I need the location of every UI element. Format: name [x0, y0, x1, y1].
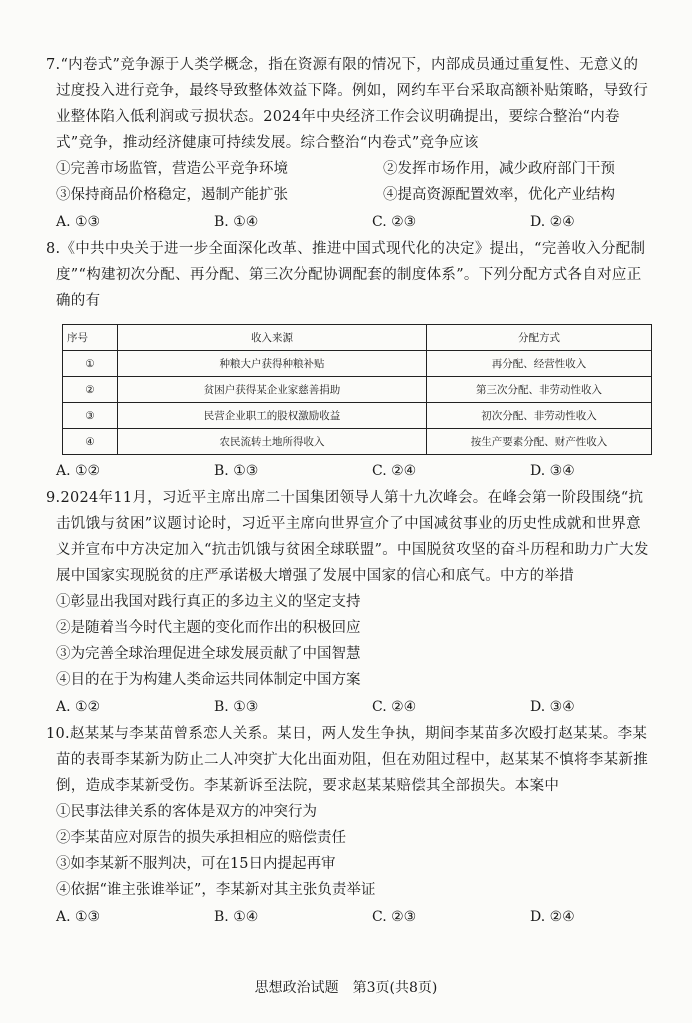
question-stem: 10.赵某某与李某苗曾系恋人关系。某日，两人发生争执，期间李某苗多次殴打赵某某。李某苗的表哥李某新为防止二人冲突扩大化出面劝阻，但在劝阻过程中，赵某某不慎将李某新推倒，造成李某新受伤。李某新诉至法院，要求赵某某赔偿其全部损失。本案中 [46, 726, 648, 794]
answer-choice: A. ①② [56, 699, 101, 715]
option-item: ④目的在于为构建人类命运共同体制定中国方案 [56, 672, 361, 688]
option-list [56, 589, 652, 693]
option-item: ①彰显出我国对践行真正的多边主义的坚定支持 [56, 594, 361, 610]
option-item: ③保持商品价格稳定，遏制产能扩张 [56, 187, 288, 203]
table-cell: ③ [63, 403, 118, 429]
answer-choice: B. ①④ [214, 214, 259, 230]
table-cell: 贫困户获得某企业家慈善捐助 [118, 377, 427, 403]
option-item: ②是随着当今时代主题的变化而作出的积极回应 [56, 620, 361, 636]
answer-choice: D. ③④ [530, 699, 575, 715]
answer-choice: B. ①③ [214, 463, 259, 479]
answer-choice: A. ①③ [56, 909, 101, 925]
table-row [63, 351, 652, 377]
answer-choice: A. ①② [56, 463, 101, 479]
option-item: ①民事法律关系的客体是双方的冲突行为 [56, 804, 317, 820]
answer-choice: C. ②④ [372, 463, 417, 479]
option-item: ④提高资源配置效率，优化产业结构 [383, 187, 615, 203]
table-cell: 种粮大户获得种粮补贴 [118, 351, 427, 377]
table-row [63, 429, 652, 455]
option-item: ①完善市场监管，营造公平竞争环境 [56, 161, 288, 177]
answer-choices [56, 695, 652, 719]
table-cell: 再分配、经营性收入 [427, 351, 652, 377]
answer-choices [56, 210, 652, 234]
answer-choices [56, 459, 652, 483]
table-header: 分配方式 [427, 325, 652, 351]
table-cell: ② [63, 377, 118, 403]
question-9 [46, 485, 652, 719]
table-cell: ④ [63, 429, 118, 455]
question-stem: 9.2024年11月，习近平主席出席二十国集团领导人第十九次峰会。在峰会第一阶段围绕“抗击饥饿与贫困”议题讨论时，习近平主席向世界宣介了中国减贫事业的历史性成就和世界意义并宣布中方决定加入“抗击饥饿与贫困全球联盟”。中国脱贫攻坚的奋斗历程和助力广大发展中国家实现脱贫的庄严承诺极大增强了发展中国家的信心和底气。中方的举措 [46, 490, 649, 584]
table-header: 收入来源 [118, 325, 427, 351]
option-list [56, 156, 652, 208]
answer-choice: A. ①③ [56, 214, 101, 230]
question-stem: 8.《中共中央关于进一步全面深化改革、推进中国式现代化的决定》提出，“完善收入分配制度”“构建初次分配、再分配、第三次分配协调配套的制度体系”。下列分配方式各自对应正确的有 [46, 241, 646, 309]
table-header-row [63, 325, 652, 351]
question-8 [46, 236, 652, 483]
page-footer: 思想政治试题 第3页(共8页) [254, 980, 438, 996]
answer-choice: D. ②④ [530, 909, 575, 925]
question-7 [46, 52, 652, 234]
option-item: ②李某苗应对原告的损失承担相应的赔偿责任 [56, 830, 346, 846]
table-cell: ① [63, 351, 118, 377]
answer-choice: D. ③④ [530, 463, 575, 479]
table-cell: 民营企业职工的股权激励收益 [118, 403, 427, 429]
table-row [63, 403, 652, 429]
answer-choices [56, 905, 652, 929]
table-header: 序号 [63, 325, 118, 351]
answer-choice: B. ①④ [214, 909, 259, 925]
question-stem: 7.“内卷式”竞争源于人类学概念，指在资源有限的情况下，内部成员通过重复性、无意义的过度投入进行竞争，最终导致整体效益下降。例如，网约车平台采取高额补贴策略，导致行业整体陷入低利润或亏损状态。2024年中央经济工作会议明确提出，要综合整治“内卷式”竞争，推动经济健康可持续发展。综合整治“内卷式”竞争应该 [46, 57, 648, 151]
question-10 [46, 721, 652, 929]
answer-choice: C. ②④ [372, 699, 417, 715]
option-item: ③为完善全球治理促进全球发展贡献了中国智慧 [56, 646, 361, 662]
table-row [63, 377, 652, 403]
answer-choice: B. ①③ [214, 699, 259, 715]
answer-choice: D. ②④ [530, 214, 575, 230]
option-item: ③如李某新不服判决，可在15日内提起再审 [56, 856, 336, 872]
option-list [56, 799, 652, 903]
table-cell: 按生产要素分配、财产性收入 [427, 429, 652, 455]
option-item: ②发挥市场作用，减少政府部门干预 [383, 161, 615, 177]
answer-choice: C. ②③ [372, 909, 417, 925]
option-item: ④依据“谁主张谁举证”，李某新对其主张负责举证 [56, 882, 376, 898]
table-cell: 第三次分配、非劳动性收入 [427, 377, 652, 403]
table-cell: 初次分配、非劳动性收入 [427, 403, 652, 429]
answer-choice: C. ②③ [372, 214, 417, 230]
table-cell: 农民流转土地所得收入 [118, 429, 427, 455]
distribution-table [62, 324, 652, 455]
